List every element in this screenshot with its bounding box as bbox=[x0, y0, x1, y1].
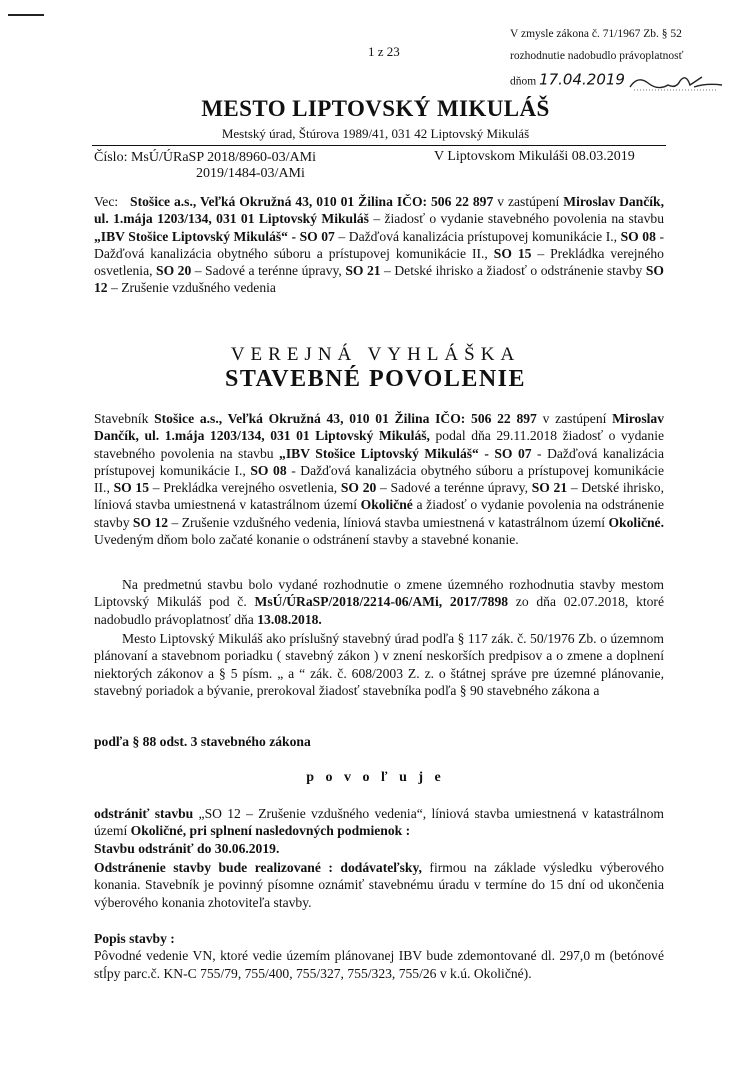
reference-value-1: MsÚ/ÚRaSP 2018/8960-03/AMi bbox=[130, 150, 316, 165]
reference-value-2: 2019/1484-03/AMi bbox=[196, 166, 305, 181]
place-and-date: V Liptovskom Mikuláši 08.03.2019 bbox=[434, 149, 635, 164]
stamp-date-label: dňom bbox=[510, 75, 537, 88]
authority-paragraph: Mesto Liptovský Mikuláš ako príslušný stavebný úrad podľa § 117 zák. č. 50/1976 Zb. o územnom plánovaní a stavebnom poriadku ( stavebný zákon ) v znení neskorších predpisov a o zmene a doplnení niektorých zákonov a § 5 písm. „ a “ zák. č. 608/2003 Z. z. o štátnej správe pre územné plánovanie, stavebný poriadok a bývanie, prerokoval žiadosť stavebníka podľa § 90 stavebného zákona a bbox=[94, 631, 664, 698]
zoning-decision-paragraph: Na predmetnú stavbu bolo vydané rozhodnutie o zmene územného rozhodnutia stavby mestom Liptovský Mikuláš pod č. MsÚ/ÚRaSP/2018/2214-06/AMi, 2017/7898 zo dňa 02.07.2018, ktoré nadobudlo právoplatnosť dňa 13.08.2018. bbox=[94, 577, 664, 627]
construction-description bbox=[94, 930, 664, 982]
description-heading: Popis stavby : bbox=[94, 931, 175, 946]
top-edge-mark bbox=[8, 14, 44, 16]
legal-basis-line: podľa § 88 odst. 3 stavebného zákona bbox=[94, 734, 311, 749]
heading-public-notice: VEREJNÁ VYHLÁŠKA bbox=[230, 344, 521, 365]
reference-label: Číslo: bbox=[94, 150, 128, 165]
office-address: Mestský úrad, Štúrova 1989/41, 031 42 Liptovský Mikuláš bbox=[221, 126, 530, 141]
stamp-line-validity: rozhodnutie nadobudlo právoplatnosť bbox=[510, 50, 684, 62]
description-text: Pôvodné vedenie VN, ktoré vedie územím plánovanej IBV bude zdemontované dl. 297,0 m (betónové stĺpy parc.č. KN-C 755/79, 755/400, 755/327, 755/323, 755/26 v k.ú. Okoličné). bbox=[94, 948, 664, 981]
subject-paragraph: Vec: Stošice a.s., Veľká Okružná 43, 010 01 Žilina IČO: 506 22 897 v zastúpení Miroslav Dančík, ul. 1.mája 1203/134, 031 01 Liptovský Mikuláš – žiadosť o vydanie stavebného povolenia na stavbu „IBV Stošice Liptovský Mikuláš“ - SO 07 – Dažďová kanalizácia prístupovej komunikácie I., SO 08 - Dažďová kanalizácia obytného súboru a prístupovej komunikácie II., SO 15 – Prekládka verejného osvetlenia, SO 20 – Sadové a terénne úpravy, SO 21 – Detské ihrisko a žiadosť o odstránenie stavby SO 12 – Zrušenie vzdušného vedenia bbox=[94, 194, 665, 296]
handwritten-signature bbox=[628, 71, 724, 93]
reference-number bbox=[94, 149, 316, 166]
heading-building-permit: STAVEBNÉ POVOLENIE bbox=[224, 366, 527, 392]
page-number: 1 z 23 bbox=[368, 44, 400, 59]
document-title: MESTO LIPTOVSKÝ MIKULÁŠ bbox=[201, 96, 550, 121]
legal-validity-stamp bbox=[510, 26, 746, 93]
applicant-paragraph: Stavebník Stošice a.s., Veľká Okružná 43, 010 01 Žilina IČO: 506 22 897 v zastúpení Miroslav Dančík, ul. 1.mája 1203/134, 031 01 Liptovský Mikuláš, podal dňa 29.11.2018 žiadosť o vydanie stavebného povolenia na stavbu „IBV Stošice Liptovský Mikuláš“ - SO 07 - Dažďová kanalizácia prístupovej komunikácie I., SO 08 - Dažďová kanalizácia obytného súboru a prístupovej komunikácie II., SO 15 – Prekládka verejného osvetlenia, SO 20 – Sadové a terénne úpravy, SO 21 – Detské ihrisko, líniová stavba umiestnená v katastrálnom území Okoličné a žiadosť o vydanie povolenia na odstránenie stavby SO 12 – Zrušenie vzdušného vedenia, líniová stavba umiestnená v katastrálnom území Okoličné. Uvedeným dňom bolo začaté konanie o odstránení stavby a stavebné konanie. bbox=[94, 411, 665, 548]
stamp-date-handwritten: 17.04.2019 bbox=[539, 70, 625, 89]
removal-paragraph: odstrániť stavbu „SO 12 – Zrušenie vzdušného vedenia“, líniová stavba umiestnená v katastrálnom území Okoličné, pri splnení nasledovných podmienok : Stavbu odstrániť do 30.06.2019. bbox=[94, 806, 664, 856]
stamp-line-law: V zmysle zákona č. 71/1967 Zb. § 52 bbox=[510, 28, 682, 40]
permits-heading: p o v o ľ u j e bbox=[306, 770, 445, 785]
removal-method-paragraph: Odstránenie stavby bude realizované : dodávateľsky, firmou na základe výsledku výberového konania. Stavebník je povinný písomne oznámiť stavebnému úradu v termíne do 15 dní od ukončenia výberového konania zhotoviteľa stavby. bbox=[94, 860, 664, 910]
header-divider bbox=[92, 145, 666, 146]
